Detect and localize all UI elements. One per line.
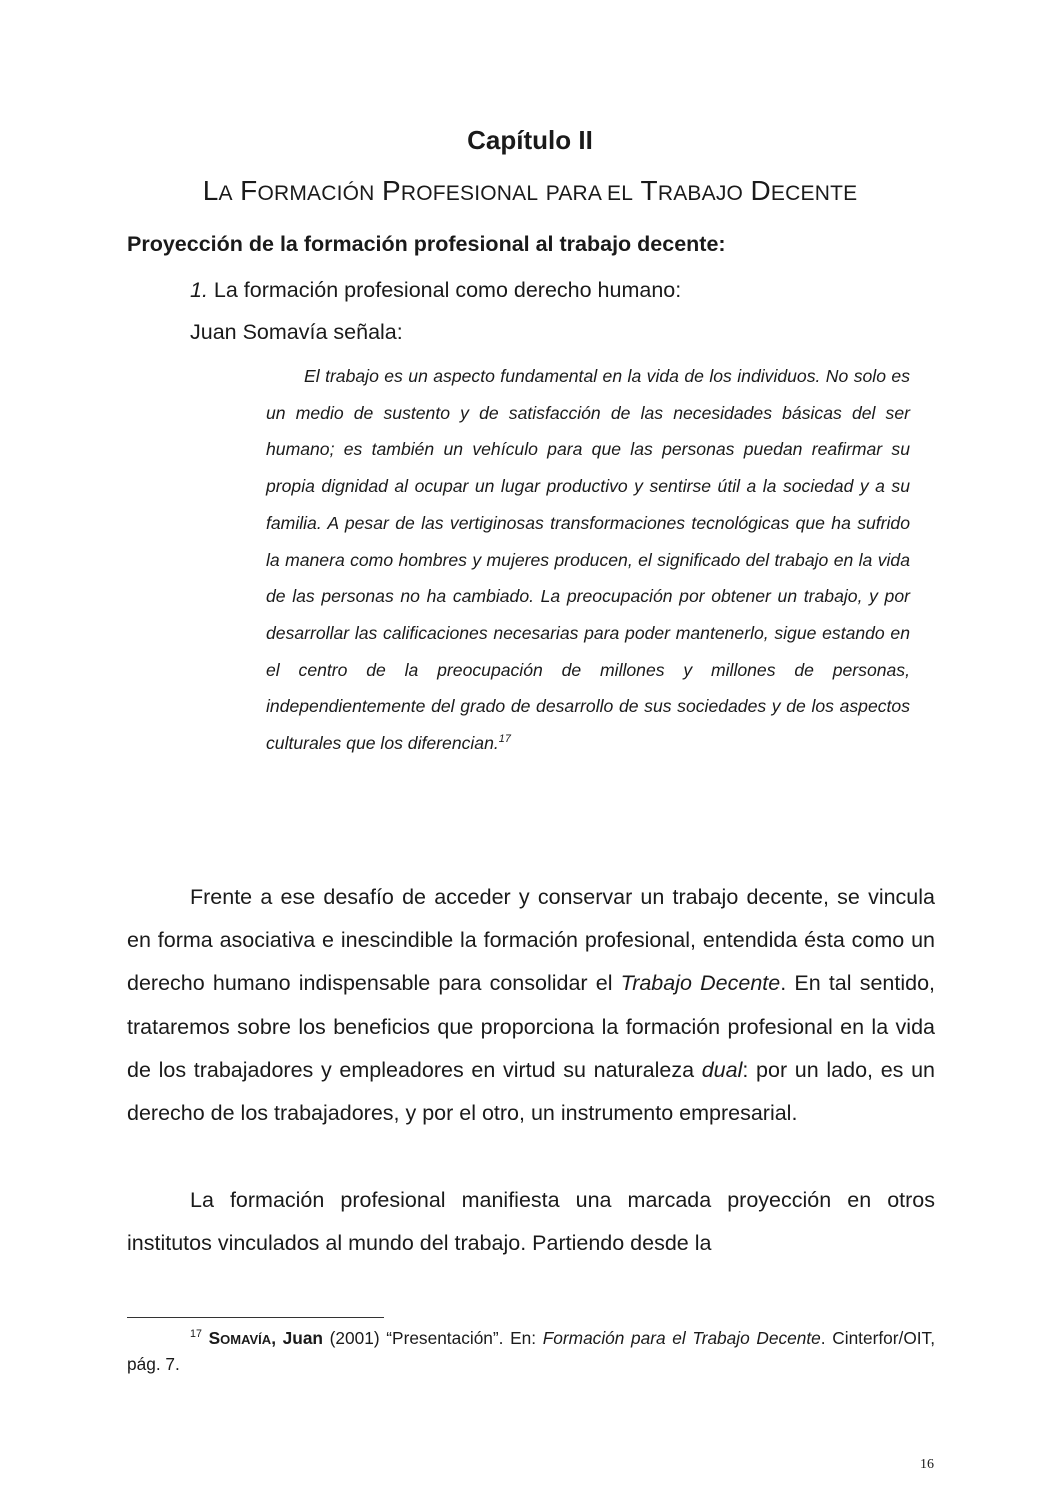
title-initial: T	[640, 175, 658, 206]
title-initial: P	[381, 175, 401, 206]
paragraph-emphasis: Trabajo Decente	[620, 971, 781, 996]
block-quote	[266, 358, 910, 762]
paragraph-text: Frente a ese desafío de acceder y conservar un trabajo decente, se vincula en forma asociativa e inescindible la formación profesional, entendida ésta como un derecho humano indispensable para consolidar el	[127, 885, 935, 996]
paragraph-text: : por un lado, es un derecho de los trabajadores, y por el otro, un instrumento empresarial.	[127, 1057, 935, 1126]
paragraph-text: La formación profesional manifiesta una marcada proyección en otros institutos vinculados al mundo del trabajo. Partiendo desde la	[127, 1188, 935, 1256]
footnote-separator	[127, 1317, 384, 1318]
list-item	[190, 278, 681, 303]
footnote-work-title: Formación para el Trabajo Decente	[542, 1328, 821, 1348]
paragraph-text: . En tal sentido, trataremos sobre los beneficios que proporciona la formación profesional en la vida de los trabajadores y empleadores en virtud su naturaleza	[127, 971, 936, 1082]
footnote-author	[209, 1328, 323, 1348]
title-word: PARA EL	[545, 182, 634, 205]
title-word: RABAJO	[657, 182, 744, 205]
block-quote-text: El trabajo es un aspecto fundamental en la vida de los individuos. No solo es un medio de sustento y de satisfacción de las necesidades básicas del ser humano; es también un vehículo para que las personas puedan reafirmar su propia dignidad al ocupar un lugar productivo y sentirse útil a la sociedad y a su familia. A pesar de las vertiginosas transformaciones tecnológicas que ha sufrido la manera como hombres y mujeres producen, el significado del trabajo en la vida de las personas no ha cambiado. La preocupación por obtener un trabajo, y por desarrollar las calificaciones necesarias para poder mantenerlo, sigue estando en el centro de la preocupación de millones y millones de personas, independientemente del grado de desarrollo de sus sociedades y de los aspectos culturales que los diferencian.	[266, 366, 910, 754]
body-paragraph	[127, 1179, 935, 1265]
title-initial: D	[750, 175, 771, 206]
author-initial: S	[208, 1328, 221, 1348]
author-surname: OMAVÍA	[220, 1332, 272, 1347]
paragraph-emphasis: dual	[701, 1057, 743, 1082]
list-item-number: 1.	[190, 278, 208, 302]
footnote-text: . Cinterfor/OIT, pág. 7.	[127, 1328, 936, 1374]
footnote-reference[interactable]: 17	[498, 733, 511, 746]
title-word: ORMACIÓN	[257, 182, 375, 205]
section-heading: Proyección de la formación profesional al trabajo decente:	[127, 232, 726, 256]
page-number: 16	[920, 1457, 934, 1472]
title-word: A	[218, 182, 233, 205]
title-word: ECENTE	[770, 182, 858, 205]
footnote-number: 17	[190, 1328, 202, 1341]
footnote	[127, 1326, 935, 1376]
title-initial: F	[240, 175, 258, 206]
title-initial: L	[202, 175, 219, 206]
title-word: ROFESIONAL	[400, 182, 539, 205]
author-first-name: , Juan	[271, 1328, 323, 1348]
chapter-heading: Capítulo II	[467, 125, 593, 155]
list-item-text: La formación profesional como derecho humano:	[213, 278, 682, 302]
footnote-text: (2001) “Presentación”. En:	[323, 1328, 543, 1348]
body-paragraph	[127, 876, 935, 1135]
chapter-title	[0, 175, 1060, 207]
quote-intro: Juan Somavía señala:	[190, 320, 403, 344]
